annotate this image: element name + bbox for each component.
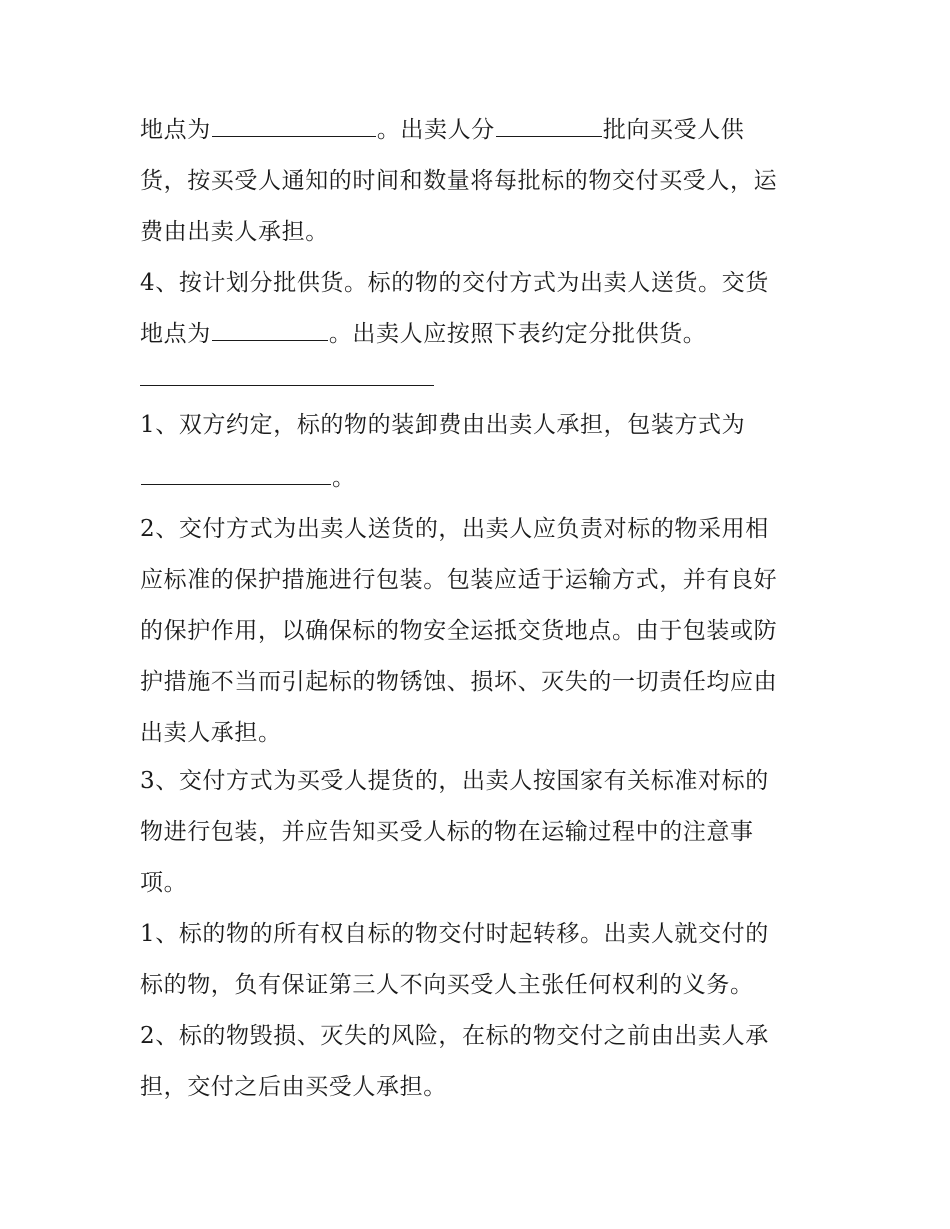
text-segment: 地点为 (140, 321, 211, 347)
text-segment: 地点为 (140, 117, 211, 143)
fill-in-blank (496, 136, 602, 137)
text-line: 项。 (140, 870, 188, 896)
fill-in-blank (141, 484, 331, 485)
text-line: 2、交付方式为出卖人送货的，出卖人应负责对标的物采用相 (140, 516, 769, 542)
text-line (140, 319, 706, 349)
fill-in-blank (212, 136, 376, 137)
text-line: 费由出卖人承担。 (140, 219, 329, 245)
text-line: 的保护作用，以确保标的物安全运抵交货地点。由于包装或防 (140, 618, 778, 644)
text-line: 货，按买受人通知的时间和数量将每批标的物交付买受人，运 (140, 168, 778, 194)
text-line: 2、标的物毁损、灭失的风险，在标的物交付之前由出卖人承 (140, 1023, 769, 1049)
text-line: 担，交付之后由买受人承担。 (140, 1074, 447, 1100)
text-line (140, 463, 356, 493)
text-segment: 。出卖人分 (376, 117, 495, 143)
text-line: 物进行包装，并应告知买受人标的物在运输过程中的注意事 (140, 819, 754, 845)
text-segment: 。 (332, 465, 356, 491)
text-line: 护措施不当而引起标的物锈蚀、损坏、灭失的一切责任均应由 (140, 669, 778, 695)
text-segment: 批向买受人供 (602, 117, 745, 143)
text-line: 1、标的物的所有权自标的物交付时起转移。出卖人就交付的 (140, 921, 769, 947)
text-line: 1、双方约定，标的物的装卸费由出卖人承担，包装方式为 (140, 412, 746, 438)
fill-in-blank (212, 340, 328, 341)
blank-rule (140, 385, 434, 386)
text-line: 标的物，负有保证第三人不向买受人主张任何权利的义务。 (140, 972, 754, 998)
text-line: 应标准的保护措施进行包装。包装应适于运输方式，并有良好 (140, 567, 778, 593)
text-line: 出卖人承担。 (140, 720, 282, 746)
text-line: 4、按计划分批供货。标的物的交付方式为出卖人送货。交货 (140, 270, 769, 296)
text-line (140, 115, 744, 145)
text-segment: 。出卖人应按照下表约定分批供货。 (328, 321, 707, 347)
text-line: 3、交付方式为买受人提货的，出卖人按国家有关标准对标的 (140, 768, 769, 794)
